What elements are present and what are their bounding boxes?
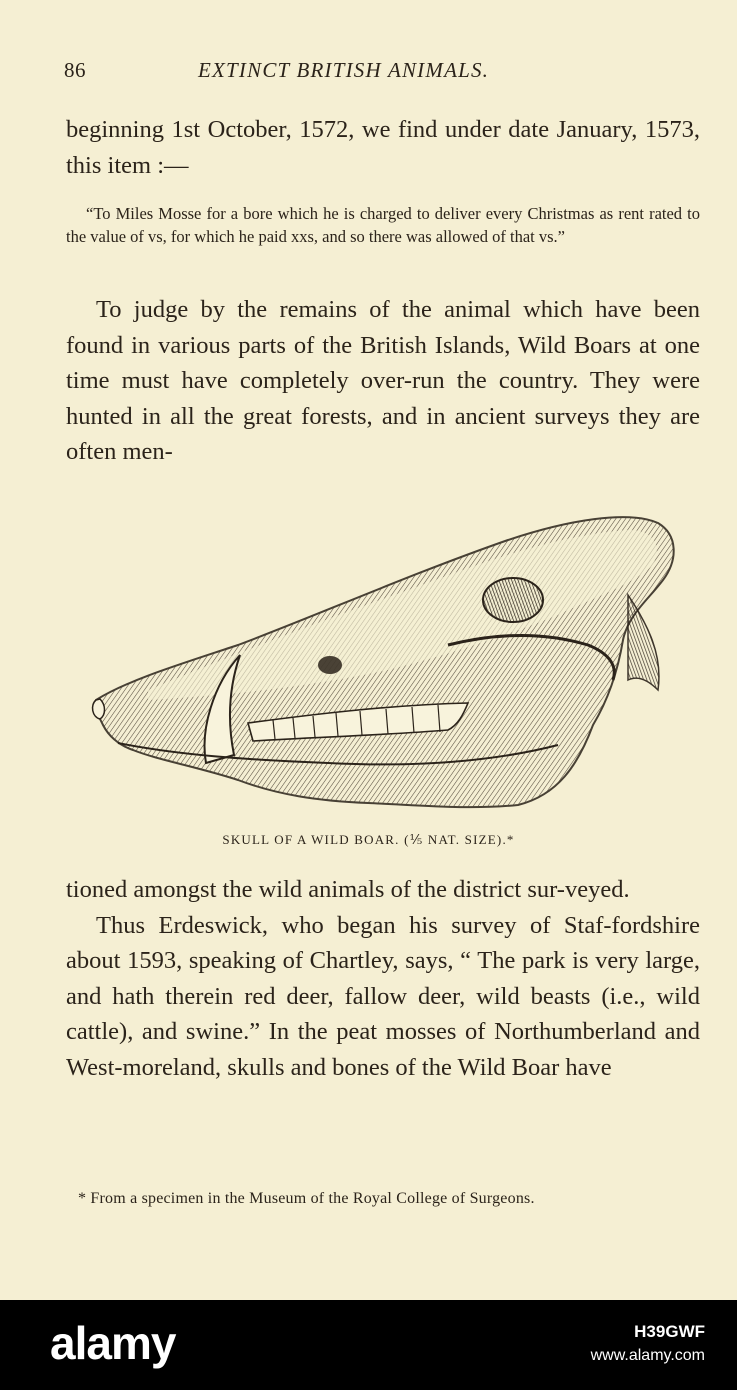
paragraph-text: Thus Erdeswick, who began his survey of Staf-fordshire about 1593, speaking of Chartley, says, “ The park is very large, and hath therein red deer, fallow deer, wild beasts (i.e., wild cattle), and swine.” In the peat mosses of Northumberland and West-moreland, skulls and bones of the Wild Boar have (66, 911, 700, 1081)
paragraph-opening (66, 112, 700, 183)
quote-text: “To Miles Mosse for a bore which he is charged to deliver every Christmas as rent rated to the value of vs, for which he paid xxs, and so there was allowed of that vs.” (66, 204, 700, 246)
stock-watermark-bar (0, 1300, 737, 1390)
paragraph-remains (66, 292, 700, 470)
page-number: 86 (64, 58, 86, 82)
paragraph-text: To judge by the remains of the animal which have been found in various parts of the British Islands, Wild Boars at one time must have completely over-run the country. They were hunted in all the great forests, and in ancient surveys they are often men- (66, 296, 700, 465)
footnote: * From a specimen in the Museum of the Royal College of Surgeons. (78, 1190, 535, 1207)
image-id: H39GWF (634, 1322, 705, 1341)
block-quote (66, 202, 700, 248)
paragraph-text: beginning 1st October, 1572, we find under date January, 1573, this item :— (66, 116, 700, 179)
page-header (64, 58, 704, 90)
paragraph-erdeswick (66, 872, 700, 1085)
boar-skull-illustration (88, 505, 688, 815)
figure-caption: SKULL OF A WILD BOAR. (⅕ NAT. SIZE).* (222, 832, 515, 847)
stock-logo: alamy (50, 1317, 176, 1369)
paragraph-text: tioned amongst the wild animals of the district sur-veyed. (66, 876, 630, 903)
stock-site: www.alamy.com (590, 1347, 705, 1364)
running-title: EXTINCT BRITISH ANIMALS. (198, 58, 490, 82)
stock-info (591, 1320, 705, 1368)
skull-engraving (88, 505, 688, 815)
